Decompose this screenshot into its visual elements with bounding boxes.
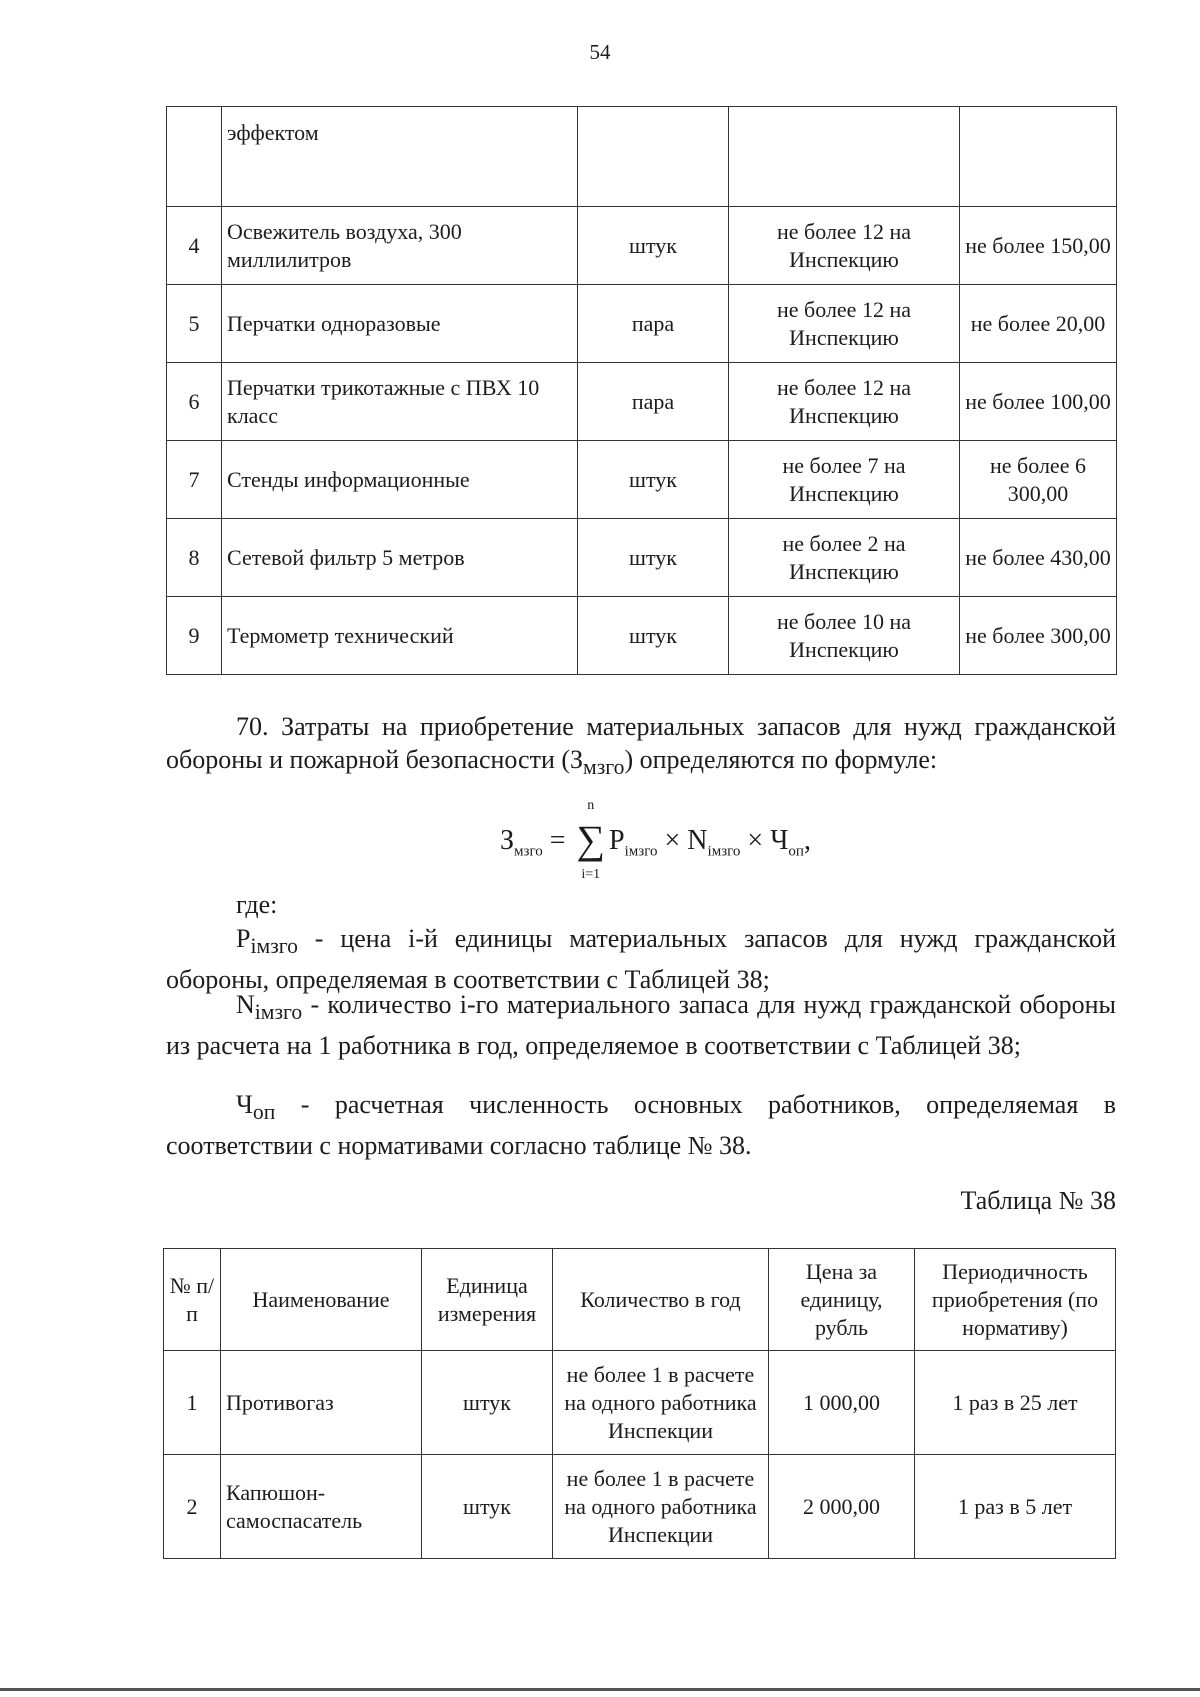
paragraph-70-text-b: ) определяются по формуле: (624, 745, 938, 774)
table-caption: Таблица № 38 (960, 1186, 1116, 1215)
definition-staff (166, 1088, 1116, 1162)
header-period: Периодичность приобретения (по нормативу) (915, 1249, 1116, 1351)
row-number: 9 (167, 597, 222, 675)
page-number: 54 (589, 40, 611, 64)
header-price: Цена за единицу, рубль (769, 1249, 915, 1351)
table-row (164, 1455, 1116, 1559)
item-quantity: не более 1 в расчете на одного работника Инспекции (553, 1455, 769, 1559)
row-number: 4 (167, 207, 222, 285)
item-period: 1 раз в 5 лет (915, 1455, 1116, 1559)
item-name: Капюшон-самоспасатель (221, 1455, 422, 1559)
item-quantity: не более 10 на Инспекцию (729, 597, 960, 675)
item-unit (578, 107, 729, 207)
row-number: 7 (167, 441, 222, 519)
item-unit: штук (578, 519, 729, 597)
item-quantity: не более 2 на Инспекцию (729, 519, 960, 597)
item-quantity: не более 12 на Инспекцию (729, 207, 960, 285)
row-number: 8 (167, 519, 222, 597)
definition-subscript: iмзго (254, 1000, 303, 1025)
table-38 (163, 1248, 1116, 1559)
formula-quantity-subscript: iмзго (707, 843, 741, 860)
paragraph-70 (166, 710, 1116, 784)
table-header-row (164, 1249, 1116, 1351)
table-row (167, 597, 1117, 675)
item-unit: штук (422, 1351, 553, 1455)
formula-lhs-subscript: мзго (514, 843, 543, 860)
item-price: не более 100,00 (960, 363, 1117, 441)
row-number: 1 (164, 1351, 221, 1455)
table-row (164, 1351, 1116, 1455)
definition-text: - расчетная численность основных работников, определяемая в соответствии с нормативами согласно таблице № 38. (166, 1090, 1116, 1161)
header-number: № п/п (164, 1249, 221, 1351)
where-label: где: (236, 890, 278, 919)
item-name: Стенды информационные (222, 441, 578, 519)
table-row (167, 285, 1117, 363)
item-name: Термометр технический (222, 597, 578, 675)
item-name: Сетевой фильтр 5 метров (222, 519, 578, 597)
item-unit: штук (578, 597, 729, 675)
item-unit: пара (578, 285, 729, 363)
table-row (167, 519, 1117, 597)
item-price: 1 000,00 (769, 1351, 915, 1455)
formula-price-symbol: P (609, 825, 625, 856)
table-row (167, 207, 1117, 285)
summation-upper-limit: n (587, 798, 595, 813)
paragraph-70-subscript: мзго (583, 755, 625, 780)
item-quantity: не более 7 на Инспекцию (729, 441, 960, 519)
item-price: не более 6 300,00 (960, 441, 1117, 519)
item-quantity: не более 12 на Инспекцию (729, 363, 960, 441)
items-table-continued (166, 106, 1117, 675)
formula-staff-subscript: оп (788, 843, 804, 860)
item-name: Перчатки одноразовые (222, 285, 578, 363)
item-period: 1 раз в 25 лет (915, 1351, 1116, 1455)
paragraph-70-text-a: 70. Затраты на приобретение материальных запасов для нужд гражданской обороны и пожарной безопасности (З (166, 712, 1116, 774)
item-price: не более 300,00 (960, 597, 1117, 675)
item-quantity: не более 12 на Инспекцию (729, 285, 960, 363)
row-number: 2 (164, 1455, 221, 1559)
item-unit: штук (578, 207, 729, 285)
item-unit: штук (422, 1455, 553, 1559)
item-unit: пара (578, 363, 729, 441)
summation-lower-limit: i=1 (581, 867, 601, 882)
definition-symbol: Ч (236, 1090, 253, 1119)
definition-text: - цена i-й единицы материальных запасов для нужд гражданской обороны, определяемая в соответствии с Таблицей 38; (166, 924, 1116, 995)
scan-edge-line (0, 1688, 1200, 1691)
formula-comma: , (803, 825, 811, 856)
definition-subscript: iмзго (250, 934, 298, 959)
formula-times-2: × (747, 825, 764, 856)
table-row (167, 441, 1117, 519)
item-price (960, 107, 1117, 207)
item-name: эффектом (222, 107, 578, 207)
header-quantity: Количество в год (553, 1249, 769, 1351)
table-row (167, 107, 1117, 207)
formula-staff-symbol: Ч (770, 825, 789, 856)
cost-formula (500, 798, 811, 882)
sigma-glyph: ∑ (576, 817, 606, 862)
row-number (167, 107, 222, 207)
item-quantity (729, 107, 960, 207)
item-name: Перчатки трикотажные с ПВХ 10 класс (222, 363, 578, 441)
item-name: Освежитель воздуха, 300 миллилитров (222, 207, 578, 285)
definition-symbol: N (236, 990, 255, 1019)
formula-price-subscript: iмзго (624, 843, 658, 860)
item-price: не более 430,00 (960, 519, 1117, 597)
summation-symbol (576, 798, 606, 882)
header-name: Наименование (221, 1249, 422, 1351)
item-price: 2 000,00 (769, 1455, 915, 1559)
header-unit: Единица измерения (422, 1249, 553, 1351)
formula-lhs: З (500, 825, 515, 856)
table-row (167, 363, 1117, 441)
definition-subscript: оп (252, 1100, 276, 1125)
formula-quantity-symbol: N (687, 825, 708, 856)
item-price: не более 150,00 (960, 207, 1117, 285)
item-quantity: не более 1 в расчете на одного работника Инспекции (553, 1351, 769, 1455)
formula-times-1: × (664, 825, 681, 856)
definition-quantity (166, 988, 1116, 1062)
formula-equals: = (549, 825, 566, 856)
item-price: не более 20,00 (960, 285, 1117, 363)
row-number: 5 (167, 285, 222, 363)
definition-text: - количество i-го материального запаса для нужд гражданской обороны из расчета на 1 работника в год, определяемое в соответствии с Таблицей 38; (166, 990, 1116, 1061)
item-unit: штук (578, 441, 729, 519)
definition-symbol: P (236, 924, 251, 953)
item-name: Противогаз (221, 1351, 422, 1455)
row-number: 6 (167, 363, 222, 441)
definition-price (166, 922, 1116, 996)
